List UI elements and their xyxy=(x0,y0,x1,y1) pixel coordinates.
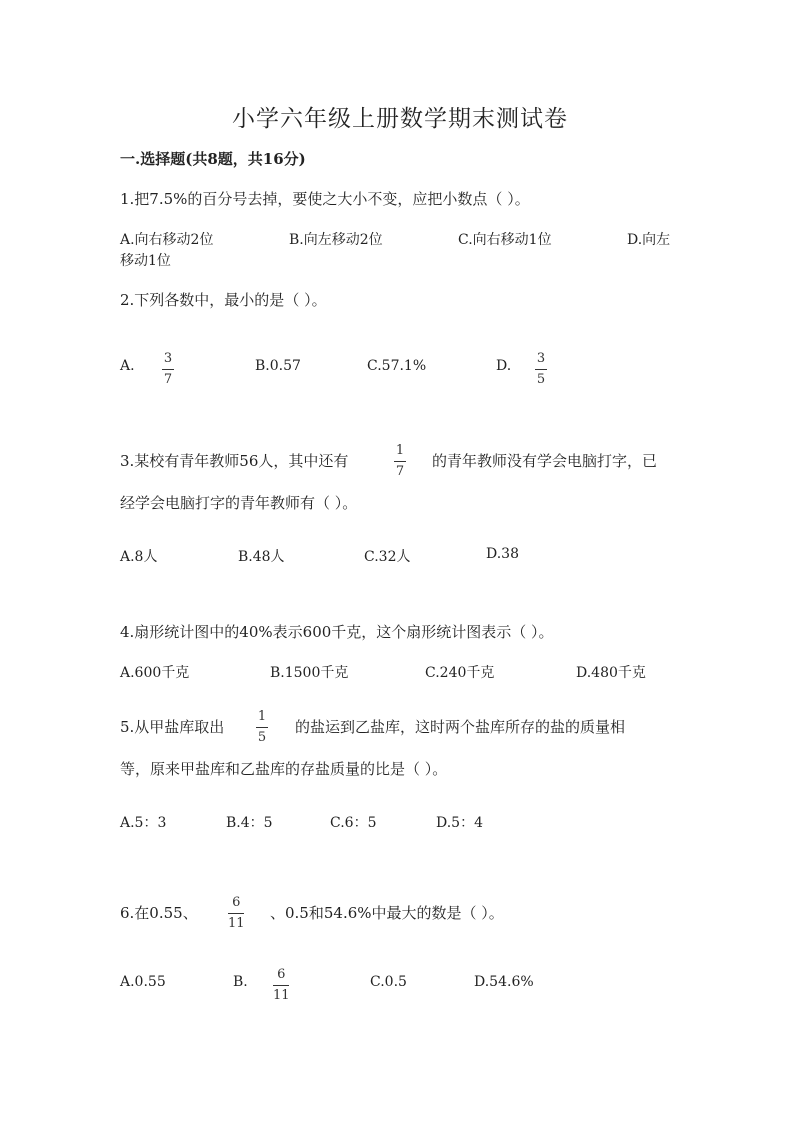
fraction-bar xyxy=(256,727,268,728)
q5-option-d: D.5：4 xyxy=(436,815,483,831)
q2-option-a-fraction xyxy=(162,352,174,386)
q4-option-c: C.240千克 xyxy=(425,665,495,681)
fraction-numerator: 3 xyxy=(536,351,546,366)
q5-option-b: B.4：5 xyxy=(226,815,273,831)
fraction-denominator: 7 xyxy=(395,464,405,479)
question-6-text-continued: 、0.5和54.6%中最大的数是（ ）。 xyxy=(270,904,504,922)
question-5-text: 5.从甲盐库取出 xyxy=(120,718,225,736)
fraction-numerator: 6 xyxy=(277,967,286,982)
q4-option-b: B.1500千克 xyxy=(270,665,349,681)
question-5-fraction xyxy=(256,710,268,744)
fraction-denominator: 5 xyxy=(257,730,267,745)
q4-option-a: A.600千克 xyxy=(120,665,190,681)
q1-option-a: A.向右移动2位 xyxy=(120,232,214,248)
q6-option-b-label: B. xyxy=(233,974,248,990)
fraction-denominator: 11 xyxy=(228,916,245,931)
question-3-text-continued: 的青年教师没有学会电脑打字，已 xyxy=(432,452,658,470)
question-1-text: 1.把7.5%的百分号去掉，要使之大小不变，应把小数点（ ）。 xyxy=(120,190,530,208)
fraction-bar xyxy=(162,369,174,370)
question-3-text: 3.某校有青年教师56人，其中还有 xyxy=(120,452,349,470)
fraction-bar xyxy=(228,913,244,914)
fraction-numerator: 3 xyxy=(163,351,173,366)
fraction-bar xyxy=(273,985,289,986)
q4-option-d: D.480千克 xyxy=(576,665,646,681)
q6-option-a: A.0.55 xyxy=(120,974,166,990)
fraction-numerator: 6 xyxy=(232,895,241,910)
q1-option-b: B.向左移动2位 xyxy=(289,232,383,248)
q1-option-d: D.向左 xyxy=(627,232,671,248)
q3-option-d: D.38 xyxy=(486,546,519,562)
fraction-denominator: 5 xyxy=(536,372,546,387)
fraction-bar xyxy=(394,461,406,462)
question-5-text-line2: 等，原来甲盐库和乙盐库的存盐质量的比是（ ）。 xyxy=(120,760,448,778)
q2-option-c: C.57.1% xyxy=(367,358,427,374)
section-heading: 一.选择题(共8题，共16分) xyxy=(120,150,306,168)
q6-option-c: C.0.5 xyxy=(370,974,407,990)
fraction-bar xyxy=(535,369,547,370)
page-title: 小学六年级上册数学期末测试卷 xyxy=(232,106,568,132)
question-5-text-continued: 的盐运到乙盐库，这时两个盐库所存的盐的质量相 xyxy=(295,718,626,736)
fraction-denominator: 7 xyxy=(163,372,173,387)
question-2-text: 2.下列各数中，最小的是（ ）。 xyxy=(120,291,327,309)
fraction-numerator: 1 xyxy=(257,709,267,724)
q2-option-d-label: D. xyxy=(496,358,512,374)
fraction-denominator: 11 xyxy=(273,988,290,1003)
question-3-text-line2: 经学会电脑打字的青年教师有（ ）。 xyxy=(120,494,358,512)
q5-option-c: C.6：5 xyxy=(330,815,377,831)
q3-option-b: B.48人 xyxy=(238,549,285,565)
q3-option-a: A.8人 xyxy=(120,549,158,565)
q3-option-c: C.32人 xyxy=(364,549,411,565)
q2-option-d-fraction xyxy=(535,352,547,386)
question-3-fraction xyxy=(394,444,406,478)
q6-option-d: D.54.6% xyxy=(474,974,534,990)
q6-option-b-fraction xyxy=(273,968,290,1002)
q5-option-a: A.5：3 xyxy=(120,815,167,831)
question-6-text: 6.在0.55、 xyxy=(120,904,198,922)
q1-option-c: C.向右移动1位 xyxy=(458,232,552,248)
question-6-fraction xyxy=(228,896,245,930)
q1-option-d-continued: 移动1位 xyxy=(120,253,171,269)
fraction-numerator: 1 xyxy=(395,443,405,458)
q2-option-a-label: A. xyxy=(120,358,135,374)
q2-option-b: B.0.57 xyxy=(255,358,301,374)
question-4-text: 4.扇形统计图中的40%表示600千克，这个扇形统计图表示（ ）。 xyxy=(120,623,554,641)
